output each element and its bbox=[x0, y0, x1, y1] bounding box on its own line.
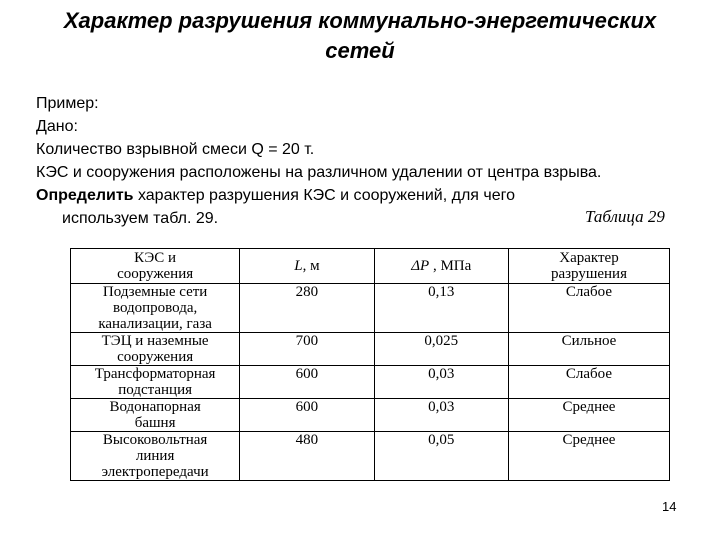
cell-pressure: 0,025 bbox=[374, 333, 508, 366]
header-facility-line2: сооружения bbox=[117, 266, 194, 282]
header-damage-line2: разрушения bbox=[550, 266, 627, 282]
table-row bbox=[71, 333, 670, 366]
cell-facility bbox=[71, 333, 240, 366]
mixture-amount-text: Количество взрывной смеси Q = 20 т. bbox=[36, 141, 315, 158]
table-caption: Таблица 29 bbox=[585, 207, 665, 226]
determine-line bbox=[36, 184, 706, 207]
header-pressure-symbol: ΔP bbox=[411, 258, 430, 274]
example-label: Пример: bbox=[36, 95, 99, 112]
slide-title-line1: Характер разрушения коммунально-энергетических bbox=[63, 8, 657, 33]
cell-facility-line: сооружения bbox=[117, 349, 194, 365]
header-pressure-unit: , МПа bbox=[429, 258, 472, 274]
cell-facility-line: Трансформаторная bbox=[94, 366, 216, 382]
header-distance-unit: , м bbox=[302, 258, 320, 274]
given-label: Дано: bbox=[36, 118, 78, 135]
cell-facility-line: электропередачи bbox=[101, 464, 209, 480]
location-text: КЭС и сооружения расположены на различном удалении от центра взрыва. bbox=[36, 164, 602, 181]
cell-facility-line: Высоковольтная bbox=[102, 432, 208, 448]
table-header-row bbox=[71, 249, 670, 284]
table-row bbox=[71, 366, 670, 399]
cell-pressure: 0,03 bbox=[374, 399, 508, 432]
cell-facility bbox=[71, 399, 240, 432]
cell-distance: 280 bbox=[240, 284, 374, 333]
header-distance bbox=[240, 249, 374, 284]
cell-facility-line: ТЭЦ и наземные bbox=[101, 333, 209, 349]
cell-facility bbox=[71, 366, 240, 399]
cell-damage: Среднее bbox=[508, 399, 669, 432]
cell-distance: 600 bbox=[240, 399, 374, 432]
header-facility-line1: КЭС и bbox=[134, 250, 177, 266]
cell-facility-line: линия bbox=[135, 448, 175, 464]
slide-title-line2: сетей bbox=[325, 38, 395, 63]
header-damage bbox=[508, 249, 669, 284]
table-29 bbox=[70, 248, 670, 481]
table-row bbox=[71, 284, 670, 333]
determine-rest: характер разрушения КЭС и сооружений, для чего bbox=[133, 187, 516, 204]
cell-pressure: 0,13 bbox=[374, 284, 508, 333]
page-number: 14 bbox=[662, 499, 677, 514]
cell-facility bbox=[71, 284, 240, 333]
table-row bbox=[71, 432, 670, 481]
header-distance-symbol: L bbox=[294, 258, 303, 274]
header-facility bbox=[71, 249, 240, 284]
cell-facility bbox=[71, 432, 240, 481]
slide-title bbox=[20, 6, 700, 66]
cell-facility-line: Водонапорная bbox=[109, 399, 201, 415]
cell-facility-line: водопровода, bbox=[112, 300, 198, 316]
cell-distance: 600 bbox=[240, 366, 374, 399]
cell-pressure: 0,05 bbox=[374, 432, 508, 481]
cell-damage: Сильное bbox=[508, 333, 669, 366]
determine-bold: Определить bbox=[36, 187, 134, 204]
cell-damage: Слабое bbox=[508, 366, 669, 399]
cell-pressure: 0,03 bbox=[374, 366, 508, 399]
table-row bbox=[71, 399, 670, 432]
cell-facility-line: Подземные сети bbox=[102, 284, 208, 300]
cell-distance: 700 bbox=[240, 333, 374, 366]
cell-facility-line: башня bbox=[134, 415, 176, 431]
cell-facility-line: канализации, газа bbox=[98, 316, 212, 332]
cell-facility-line: подстанция bbox=[118, 382, 192, 398]
cell-damage: Слабое bbox=[508, 284, 669, 333]
cell-damage: Среднее bbox=[508, 432, 669, 481]
header-damage-line1: Характер bbox=[559, 250, 619, 266]
cell-distance: 480 bbox=[240, 432, 374, 481]
determine-line2: используем табл. 29. bbox=[62, 210, 219, 227]
header-pressure bbox=[374, 249, 508, 284]
